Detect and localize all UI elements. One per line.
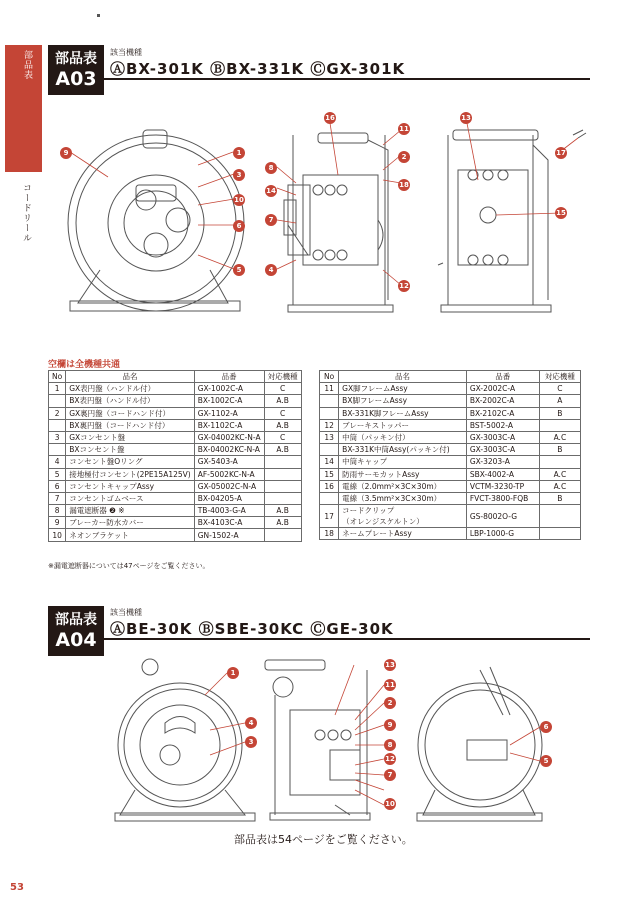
cell-no: 3 bbox=[49, 431, 66, 443]
cell-applicable: A.C bbox=[539, 431, 580, 443]
model-list-a03: ⒶBX-301K ⒷBX-331K ⒸGX-301K bbox=[110, 60, 406, 78]
cell-no bbox=[49, 395, 66, 407]
a04-diagram bbox=[105, 655, 595, 825]
col-applicable: 対応機種 bbox=[264, 371, 301, 383]
cell-part: GX-5403-A bbox=[194, 456, 264, 468]
cell-part: BX-1002C-A bbox=[194, 395, 264, 407]
cell-no: 6 bbox=[49, 480, 66, 492]
table-row bbox=[49, 529, 302, 541]
callout-1: 1 bbox=[233, 147, 245, 159]
badge-code: A03 bbox=[55, 68, 97, 90]
cell-name: ネオンブラケット bbox=[66, 529, 195, 541]
cell-name: BX-331K中筒Assy(パッキン付) bbox=[339, 444, 467, 456]
chapter-label: コードリール bbox=[21, 183, 31, 243]
cell-applicable: A.B bbox=[264, 505, 301, 517]
cell-name: ブレーキストッパー bbox=[339, 419, 467, 431]
table-row bbox=[320, 444, 581, 456]
cell-no bbox=[320, 492, 339, 504]
cell-name: ネームプレートAssy bbox=[339, 528, 467, 540]
badge-code: A04 bbox=[55, 629, 97, 651]
cell-applicable bbox=[539, 456, 580, 468]
table-row bbox=[49, 383, 302, 395]
callout-5: 5 bbox=[233, 264, 245, 276]
table-row bbox=[49, 407, 302, 419]
table-row bbox=[49, 444, 302, 456]
callout-8: 8 bbox=[384, 739, 396, 751]
cell-name: コンセント盤Oリング bbox=[66, 456, 195, 468]
cell-part: GX-3203-A bbox=[466, 456, 539, 468]
footnote: ※漏電遮断器については47ページをご覧ください。 bbox=[48, 562, 210, 570]
callout-7: 7 bbox=[265, 214, 277, 226]
callout-2: 2 bbox=[398, 151, 410, 163]
badge-title: 部品表 bbox=[55, 612, 97, 628]
cell-name: コンセントキャップAssy bbox=[66, 480, 195, 492]
cell-part: GX-05002C-N-A bbox=[194, 480, 264, 492]
cell-name: 漏電遮断器 ❷ ※ bbox=[66, 505, 195, 517]
cell-name: GX表円盤（ハンドル付） bbox=[66, 383, 195, 395]
table-row bbox=[49, 456, 302, 468]
callout-4: 4 bbox=[265, 264, 277, 276]
cell-applicable: C bbox=[539, 383, 580, 395]
cell-name: ブレーカー防水カバー bbox=[66, 517, 195, 529]
cell-no: 9 bbox=[49, 517, 66, 529]
cell-part: GX-3003C-A bbox=[466, 444, 539, 456]
table-row bbox=[49, 480, 302, 492]
cell-no: 16 bbox=[320, 480, 339, 492]
cell-no bbox=[49, 444, 66, 456]
cell-applicable: A bbox=[539, 395, 580, 407]
cell-part: GX-04002KC-N-A bbox=[194, 431, 264, 443]
section-badge-a04 bbox=[48, 606, 104, 656]
cell-part: BX-2102C-A bbox=[466, 407, 539, 419]
header-rule bbox=[104, 78, 590, 80]
table-row bbox=[49, 505, 302, 517]
cell-no: 17 bbox=[320, 505, 339, 528]
section-badge-a03 bbox=[48, 45, 104, 95]
cell-part: AF-5002KC-N-A bbox=[194, 468, 264, 480]
header-rule bbox=[104, 638, 590, 640]
table-row bbox=[320, 431, 581, 443]
a03-diagram bbox=[48, 105, 588, 320]
cell-applicable bbox=[264, 480, 301, 492]
callout-9: 9 bbox=[60, 147, 72, 159]
cell-part: GX-3003C-A bbox=[466, 431, 539, 443]
cell-part: BST-5002-A bbox=[466, 419, 539, 431]
cell-part: GX-1102-A bbox=[194, 407, 264, 419]
model-list-a04: ⒶBE-30K ⒷSBE-30KC ⒸGE-30K bbox=[110, 620, 394, 638]
cell-applicable: A.C bbox=[539, 468, 580, 480]
cell-no bbox=[49, 419, 66, 431]
applicable-label: 該当機種 bbox=[110, 608, 142, 617]
cell-applicable: A.B bbox=[264, 517, 301, 529]
cell-no: 7 bbox=[49, 492, 66, 504]
cell-part: GX-1002C-A bbox=[194, 383, 264, 395]
badge-title: 部品表 bbox=[55, 51, 97, 67]
table-row bbox=[320, 468, 581, 480]
callout-5: 5 bbox=[540, 755, 552, 767]
cell-part: TB-4003-G-A bbox=[194, 505, 264, 517]
col-part: 品番 bbox=[194, 371, 264, 383]
col-part: 品番 bbox=[466, 371, 539, 383]
cell-name: BX裏円盤（コードハンド付） bbox=[66, 419, 195, 431]
table-row bbox=[49, 431, 302, 443]
cell-part: GS-8002O-G bbox=[466, 505, 539, 528]
table-row bbox=[320, 456, 581, 468]
callout-12: 12 bbox=[399, 282, 409, 290]
cell-no: 8 bbox=[49, 505, 66, 517]
callout-6: 6 bbox=[540, 721, 552, 733]
table-row bbox=[320, 480, 581, 492]
table-row bbox=[49, 468, 302, 480]
callout-15: 15 bbox=[556, 209, 566, 217]
callout-13: 13 bbox=[461, 114, 471, 122]
reference-note: 部品表は54ページをご覧ください。 bbox=[234, 833, 413, 846]
table-row bbox=[320, 383, 581, 395]
cell-applicable bbox=[539, 419, 580, 431]
cell-no: 4 bbox=[49, 456, 66, 468]
cell-no: 12 bbox=[320, 419, 339, 431]
cell-no: 11 bbox=[320, 383, 339, 395]
side-view bbox=[265, 660, 370, 820]
col-name: 品名 bbox=[66, 371, 195, 383]
top-mark bbox=[97, 14, 100, 17]
cell-name: GX裏円盤（コードハンド付） bbox=[66, 407, 195, 419]
cell-applicable: A.B bbox=[264, 395, 301, 407]
parts-table-left bbox=[48, 370, 302, 542]
cell-name: BX-331K脚フレームAssy bbox=[339, 407, 467, 419]
cell-applicable: C bbox=[264, 383, 301, 395]
cell-no bbox=[320, 444, 339, 456]
callout-13: 13 bbox=[385, 661, 395, 669]
cell-no: 13 bbox=[320, 431, 339, 443]
table-row bbox=[49, 395, 302, 407]
parts-table-right bbox=[319, 370, 581, 540]
cell-no: 5 bbox=[49, 468, 66, 480]
callout-18: 18 bbox=[399, 181, 409, 189]
cell-part: BX-4103C-A bbox=[194, 517, 264, 529]
cell-applicable: B bbox=[539, 444, 580, 456]
cell-applicable: C bbox=[264, 407, 301, 419]
side-tab-label: 部品表 bbox=[22, 50, 32, 80]
cell-applicable bbox=[264, 468, 301, 480]
cell-applicable bbox=[539, 528, 580, 540]
callout-8: 8 bbox=[265, 162, 277, 174]
col-no: No bbox=[49, 371, 66, 383]
front-view bbox=[68, 130, 244, 311]
cell-name: GXコンセント盤 bbox=[66, 431, 195, 443]
table-row bbox=[320, 407, 581, 419]
cell-part: GX-2002C-A bbox=[466, 383, 539, 395]
col-no: No bbox=[320, 371, 339, 383]
callout-1: 1 bbox=[227, 667, 239, 679]
cell-name: BX表円盤（ハンドル付） bbox=[66, 395, 195, 407]
callout-9: 9 bbox=[384, 719, 396, 731]
page-number: 53 bbox=[10, 882, 24, 893]
table-row bbox=[49, 492, 302, 504]
col-applicable: 対応機種 bbox=[539, 371, 580, 383]
cell-part: FVCT-3800-FQB bbox=[466, 492, 539, 504]
cell-part: LBP-1000-G bbox=[466, 528, 539, 540]
cell-no: 10 bbox=[49, 529, 66, 541]
table-row bbox=[49, 419, 302, 431]
cell-part: BX-04002KC-N-A bbox=[194, 444, 264, 456]
cell-no bbox=[320, 395, 339, 407]
callout-12: 12 bbox=[385, 755, 395, 763]
side-view bbox=[284, 133, 393, 312]
cell-name: コンセントゴムベース bbox=[66, 492, 195, 504]
callout-2: 2 bbox=[384, 697, 396, 709]
cell-name: 中筒キャップ bbox=[339, 456, 467, 468]
table-row bbox=[320, 492, 581, 504]
callout-17: 17 bbox=[556, 149, 566, 157]
cell-applicable: B bbox=[539, 407, 580, 419]
cell-name: 防雨サーモカットAssy bbox=[339, 468, 467, 480]
cell-name: 接地極付コンセント(2PE15A125V) bbox=[66, 468, 195, 480]
table-row bbox=[320, 395, 581, 407]
cell-part: GN-1502-A bbox=[194, 529, 264, 541]
cell-part: BX-1102C-A bbox=[194, 419, 264, 431]
common-note: 空欄は全機種共通 bbox=[48, 360, 121, 370]
cell-no: 14 bbox=[320, 456, 339, 468]
cell-part: SBX-4002-A bbox=[466, 468, 539, 480]
cell-part: VCTM-3230-TP bbox=[466, 480, 539, 492]
cell-name: BXコンセント盤 bbox=[66, 444, 195, 456]
cell-name: 電線（2.0mm²×3C×30m） bbox=[339, 480, 467, 492]
cell-no: 15 bbox=[320, 468, 339, 480]
cell-name: 中筒（パッキン付） bbox=[339, 431, 467, 443]
back-view bbox=[417, 667, 542, 821]
cell-part: BX-2002C-A bbox=[466, 395, 539, 407]
cell-applicable bbox=[264, 529, 301, 541]
cell-applicable: A.C bbox=[539, 480, 580, 492]
table-header-row bbox=[49, 371, 302, 383]
table-row bbox=[320, 528, 581, 540]
callout-14: 14 bbox=[266, 187, 276, 195]
callout-6: 6 bbox=[233, 220, 245, 232]
table-row bbox=[49, 517, 302, 529]
cell-name: BX脚フレームAssy bbox=[339, 395, 467, 407]
col-name: 品名 bbox=[339, 371, 467, 383]
cell-no: 2 bbox=[49, 407, 66, 419]
cell-applicable: A.B bbox=[264, 419, 301, 431]
cell-applicable bbox=[264, 456, 301, 468]
table-header-row bbox=[320, 371, 581, 383]
cell-no bbox=[320, 407, 339, 419]
cell-part: BX-04205-A bbox=[194, 492, 264, 504]
cell-no: 18 bbox=[320, 528, 339, 540]
callout-10: 10 bbox=[234, 196, 244, 204]
front-view bbox=[115, 659, 255, 821]
cell-name: GX脚フレームAssy bbox=[339, 383, 467, 395]
callout-3: 3 bbox=[233, 169, 245, 181]
callout-10: 10 bbox=[385, 800, 395, 808]
cell-name: 電線（3.5mm²×3C×30m） bbox=[339, 492, 467, 504]
cell-applicable: A.B bbox=[264, 444, 301, 456]
callout-11: 11 bbox=[385, 681, 395, 689]
callout-3: 3 bbox=[245, 736, 257, 748]
callout-7: 7 bbox=[384, 769, 396, 781]
table-row bbox=[320, 419, 581, 431]
cell-name: コードクリップ （オレンジスケルトン） bbox=[339, 505, 467, 528]
callout-4: 4 bbox=[245, 717, 257, 729]
callout-16: 16 bbox=[325, 114, 335, 122]
table-row bbox=[320, 505, 581, 528]
cell-applicable bbox=[539, 505, 580, 528]
callout-11: 11 bbox=[399, 125, 409, 133]
applicable-label: 該当機種 bbox=[110, 48, 142, 57]
cell-no: 1 bbox=[49, 383, 66, 395]
cell-applicable bbox=[264, 492, 301, 504]
cell-applicable: B bbox=[539, 492, 580, 504]
cell-applicable: C bbox=[264, 431, 301, 443]
